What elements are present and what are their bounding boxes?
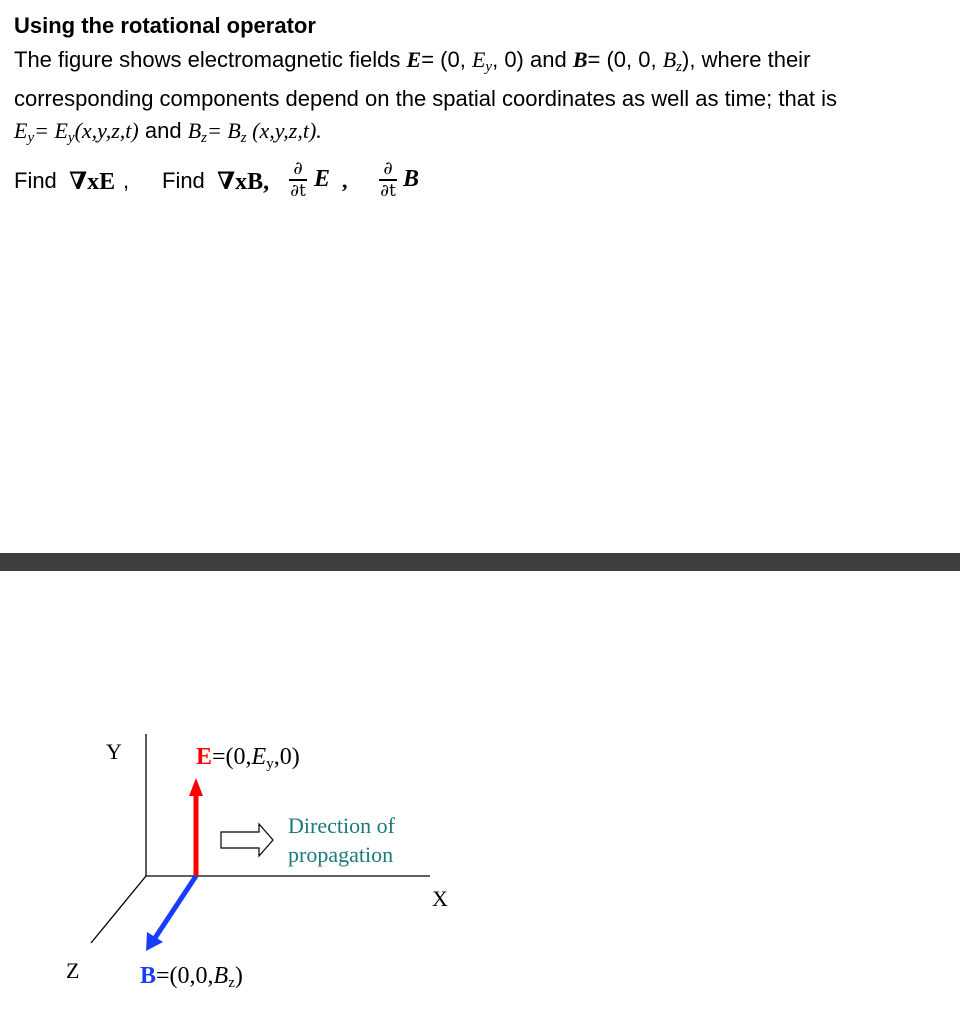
partial-t-fraction-e: ∂ ∂t bbox=[290, 158, 306, 201]
x-axis-label: X bbox=[432, 886, 448, 911]
find-label-2: Find bbox=[162, 168, 205, 193]
find-label-1: Find bbox=[14, 168, 57, 193]
problem-line-3: $E_y= E_y(x,y,z,t)$ and $B_z= B_z$ (x,y,z,t). bbox=[14, 118, 322, 146]
b-field-label: B=(0,0,Bz) bbox=[140, 963, 243, 991]
comma-1: , bbox=[123, 168, 130, 193]
curl-b-expression: ∇xB, bbox=[217, 169, 270, 195]
propagation-label-line2: propagation bbox=[288, 842, 394, 867]
e-field-label: E=(0,Ey,0) bbox=[196, 744, 300, 772]
problem-title: Using the rotational operator bbox=[14, 13, 316, 38]
propagation-label-line1: Direction of bbox=[288, 813, 395, 838]
e-vector-symbol: E bbox=[314, 166, 331, 192]
curl-e-expression: ∇xE bbox=[69, 169, 116, 195]
b-vector-symbol: B bbox=[403, 166, 420, 192]
comma-2: , bbox=[342, 168, 348, 193]
partial-t-fraction-b: ∂ ∂t bbox=[380, 158, 396, 201]
y-axis-label: Y bbox=[106, 739, 122, 764]
problem-line-2: corresponding components depend on the spatial coordinates as well as time; that is bbox=[14, 86, 838, 111]
propagation-arrow-icon bbox=[221, 824, 273, 856]
z-axis-line bbox=[91, 876, 146, 943]
b-field-arrow bbox=[146, 876, 196, 951]
z-axis-label: Z bbox=[66, 958, 80, 983]
problem-line-1: The figure shows electromagnetic fields E= (0, $E_y$, 0) and B= (0, 0, $B_z$), where their bbox=[14, 47, 811, 75]
e-field-arrow bbox=[189, 778, 203, 876]
